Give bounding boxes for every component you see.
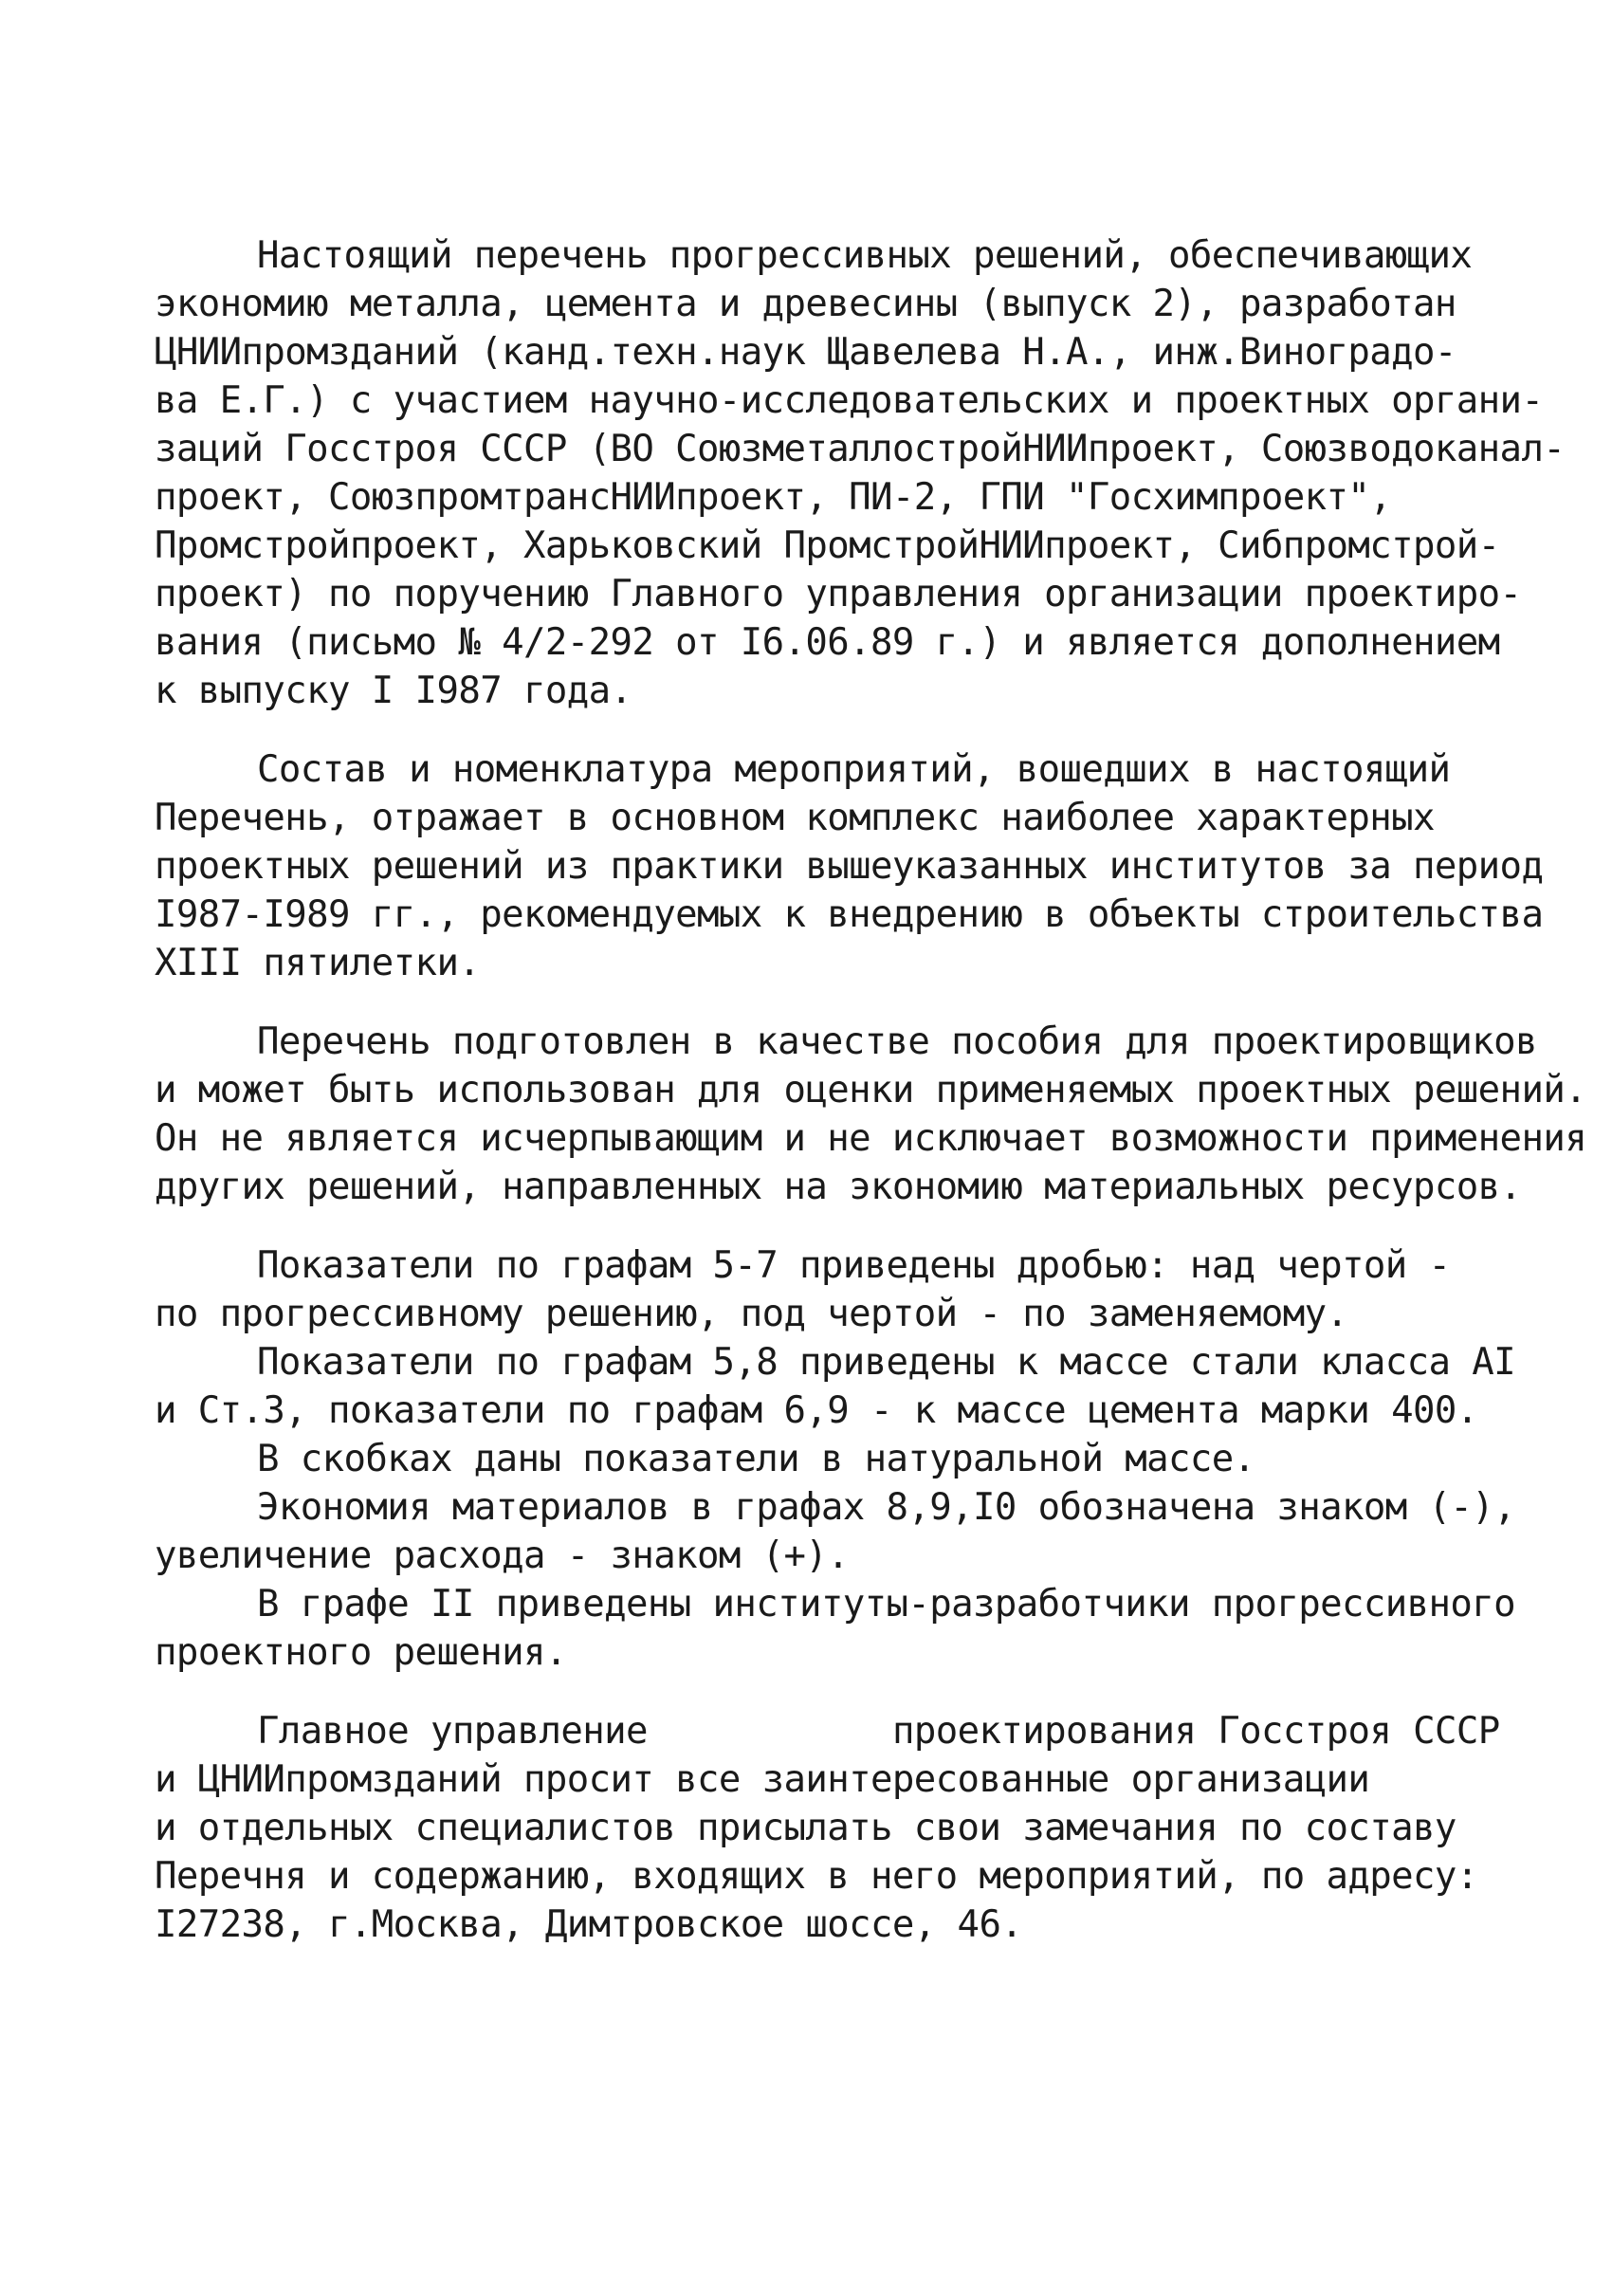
text-line: Он не является исчерпывающим и не исключает возможности применения <box>155 1117 1587 1160</box>
text-line: по прогрессивному решению, под чертой - по заменяемому. <box>155 1293 1348 1335</box>
text-line: Промстройпроект, Харьковский ПромстройНИИпроект, Сибпромстрой- <box>155 524 1500 567</box>
text-line: В графе II приведены институты-разработчики прогрессивного <box>257 1583 1516 1626</box>
text-line: Настоящий перечень прогрессивных решений, обеспечивающих <box>257 234 1473 277</box>
text-line: и может быть использован для оценки применяемых проектных решений. <box>155 1069 1587 1111</box>
text-line: проект, СоюзпромтрансНИИпроект, ПИ-2, ГПИ "Госхимпроект", <box>155 476 1392 519</box>
text-line: XIII пятилетки. <box>155 942 481 984</box>
text-line: увеличение расхода - знаком (+). <box>155 1534 850 1577</box>
text-line: к выпуску I I987 года. <box>155 670 632 712</box>
text-line: ва Е.Г.) с участием научно-исследовательских и проектных органи- <box>155 379 1544 422</box>
text-line: В скобках даны показатели в натуральной массе. <box>257 1438 1255 1480</box>
text-line: Показатели по графам 5-7 приведены дробью: над чертой - <box>257 1244 1451 1287</box>
text-line: проектного решения. <box>155 1631 567 1674</box>
text-line: Перечня и содержанию, входящих в него мероприятий, по адресу: <box>155 1855 1478 1898</box>
text-line: Экономия материалов в графах 8,9,I0 обозначена знаком (-), <box>257 1486 1516 1529</box>
text-line: и отдельных специалистов присылать свои замечания по составу <box>155 1807 1456 1849</box>
text-line: Перечень, отражает в основном комплекс наиболее характерных <box>155 797 1435 839</box>
text-line: Главное управление <box>257 1710 648 1753</box>
text-line: и Ст.3, показатели по графам 6,9 - к массе цемента марки 400. <box>155 1389 1478 1432</box>
text-line: экономию металла, цемента и древесины (выпуск 2), разработан <box>155 283 1456 325</box>
text-line: проект) по поручению Главного управления организации проектиро- <box>155 573 1522 615</box>
text-line: Показатели по графам 5,8 приведены к массе стали класса АI <box>257 1341 1516 1384</box>
text-line: I987-I989 гг., рекомендуемых к внедрению в объекты строительства <box>155 893 1544 936</box>
text-line: вания (письмо № 4/2-292 от I6.06.89 г.) и является дополнением <box>155 621 1500 664</box>
text-line: и ЦНИИпромзданий просит все заинтересованные организации <box>155 1758 1370 1801</box>
text-line: Перечень подготовлен в качестве пособия для проектировщиков <box>257 1020 1537 1063</box>
text-line: ЦНИИпромзданий (канд.техн.наук Щавелева Н.А., инж.Виноградо- <box>155 331 1456 374</box>
text-line: заций Госстроя СССР (ВО СоюзметаллостройНИИпроект, Союзводоканал- <box>155 428 1566 470</box>
text-line: других решений, направленных на экономию материальных ресурсов. <box>155 1166 1522 1208</box>
text-line: проектных решений из практики вышеуказанных институтов за период <box>155 845 1544 888</box>
text-line: Состав и номенклатура мероприятий, вошедших в настоящий <box>257 748 1451 791</box>
text-line: I27238, г.Москва, Димтровское шоссе, 46. <box>155 1903 1023 1946</box>
text-line: проектирования Госстроя СССР <box>892 1710 1500 1753</box>
